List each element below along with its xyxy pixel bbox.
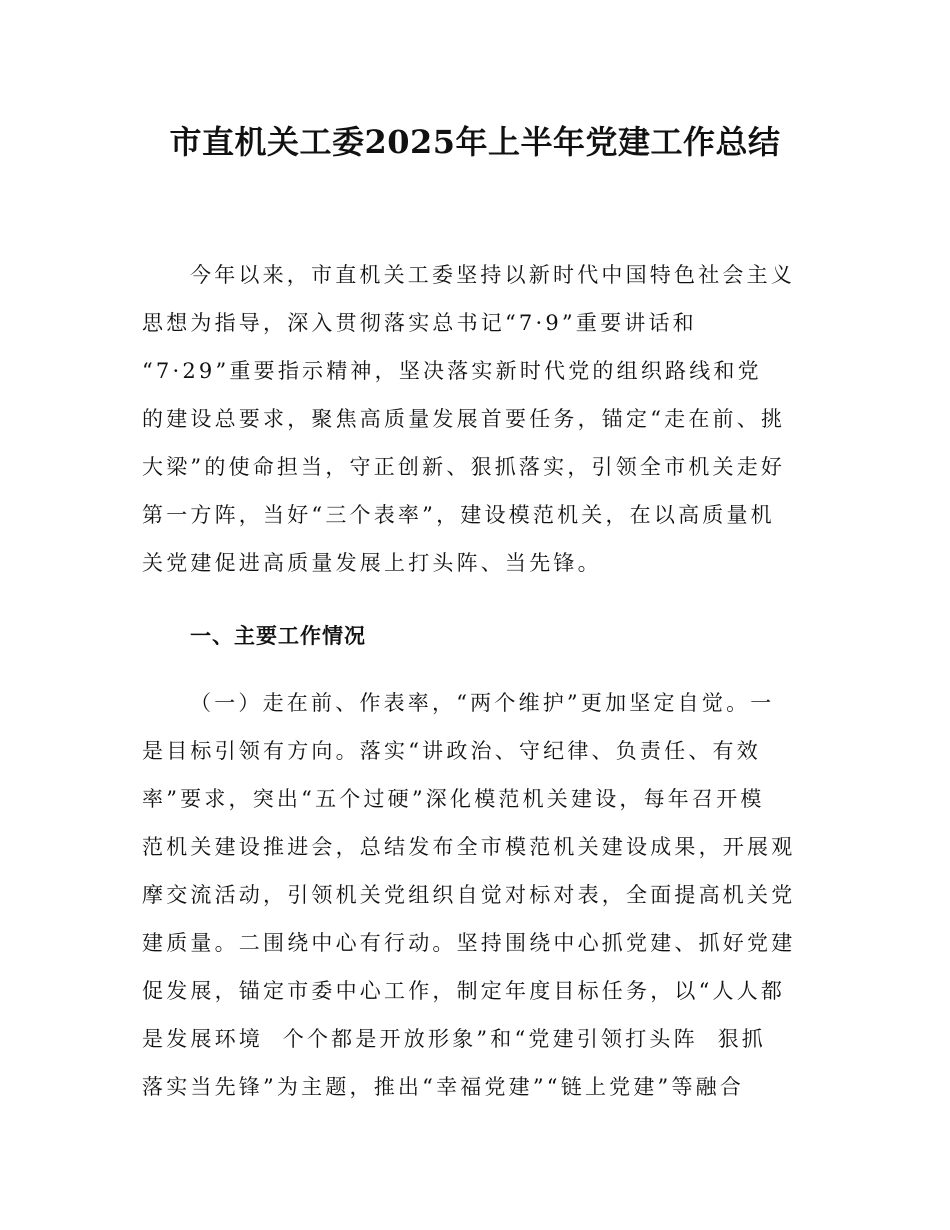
intro-line: 今年以来，市直机关工委坚持以新时代中国特色社会主义 bbox=[190, 263, 795, 287]
section-line: 范机关建设推进会，总结发布全市模范机关建设成果，开展观 bbox=[142, 835, 796, 859]
intro-line: 的建设总要求，聚焦高质量发展首要任务，锚定“走在前、挑 bbox=[142, 407, 786, 431]
section-line: 率”要求，突出“五个过硬”深化模范机关建设，每年召开模 bbox=[142, 787, 765, 811]
section-line: （一）走在前、作表率，“两个维护”更加坚定自觉。一 bbox=[190, 691, 775, 715]
intro-line: 关党建促进高质量发展上打头阵、当先锋。 bbox=[142, 551, 602, 575]
section-line: 促发展，锚定市委中心工作，制定年度目标任务，以“人人都 bbox=[142, 979, 786, 1003]
intro-line: “7·29”重要指示精神，坚决落实新时代党的组织路线和党 bbox=[142, 359, 762, 383]
intro-line: 大梁”的使命担当，守正创新、狠抓落实，引领全市机关走好 bbox=[142, 455, 786, 479]
section-line: 是目标引领有方向。落实“讲政治、守纪律、负责任、有效 bbox=[142, 739, 761, 763]
intro-line: 思想为指导，深入贯彻落实总书记“7·9”重要讲话和 bbox=[142, 311, 697, 335]
section-heading: 一、主要工作情况 bbox=[190, 624, 366, 648]
section-line: 落实当先锋”为主题，推出“幸福党建”“链上党建”等融合 bbox=[142, 1075, 745, 1099]
section-line: 是发展环境 个个都是开放形象”和“党建引领打头阵 狠抓 bbox=[142, 1027, 766, 1051]
section-line: 摩交流活动，引领机关党组织自觉对标对表，全面提高机关党 bbox=[142, 883, 796, 907]
document-title: 市直机关工委2025年上半年党建工作总结 bbox=[169, 123, 781, 161]
intro-line: 第一方阵，当好“三个表率”，建设模范机关，在以高质量机 bbox=[142, 503, 775, 527]
section-line: 建质量。二围绕中心有行动。坚持围绕中心抓党建、抓好党建 bbox=[142, 931, 796, 955]
